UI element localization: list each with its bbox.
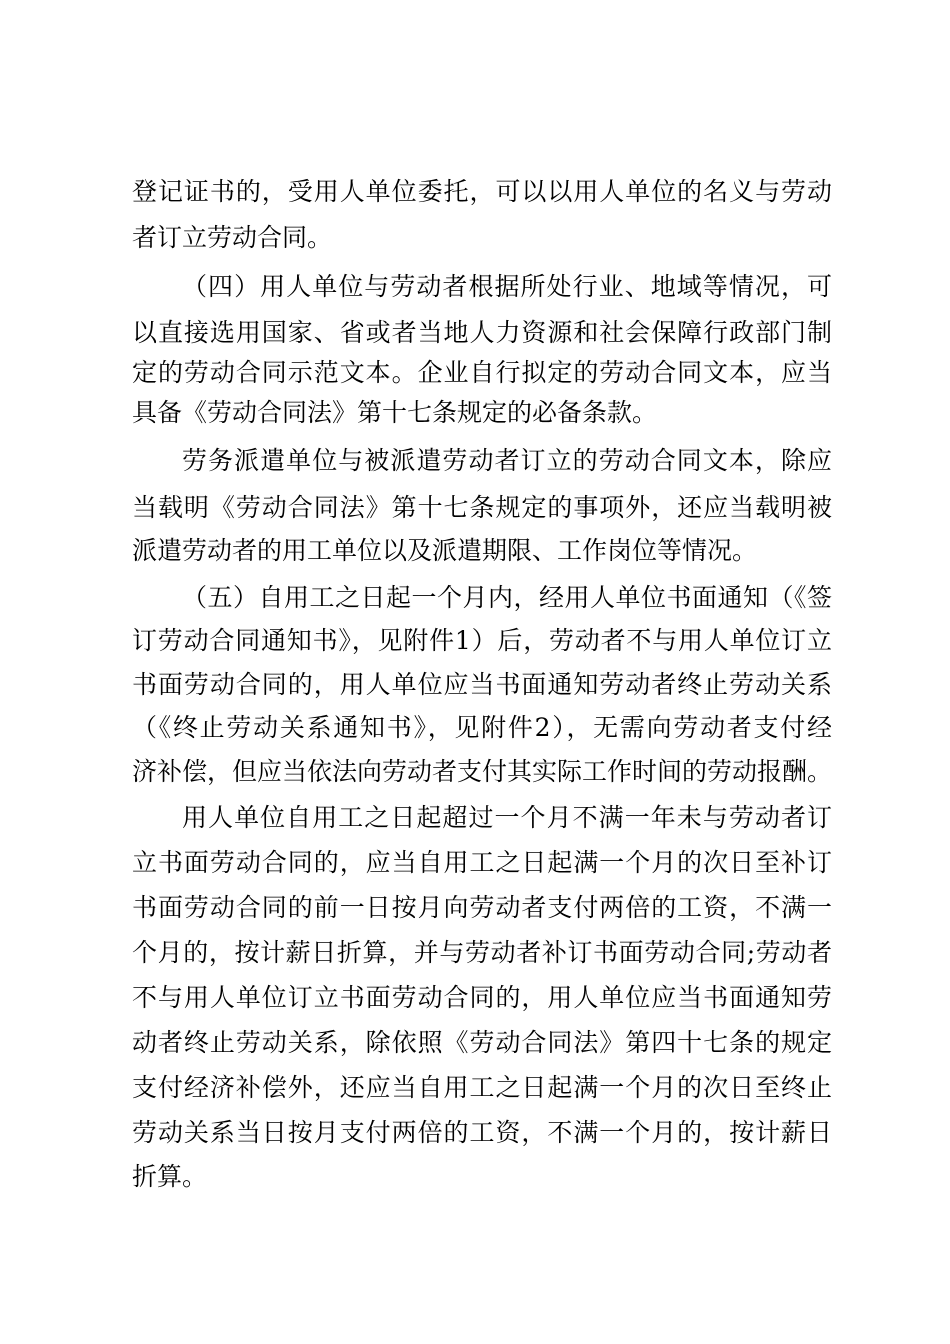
paragraph-line: （《终止劳动关系通知书》，见附件2），无需向劳动者支付经 bbox=[132, 713, 832, 742]
paragraph-line: 派遣劳动者的用工单位以及派遣期限、工作岗位等情况。 bbox=[132, 536, 758, 565]
paragraph-line: 不与用人单位订立书面劳动合同的，用人单位应当书面通知劳 bbox=[132, 983, 832, 1012]
paragraph-line: 支付经济补偿外，还应当自用工之日起满一个月的次日至终止 bbox=[132, 1073, 832, 1102]
paragraph-line: 立书面劳动合同的，应当自用工之日起满一个月的次日至补订 bbox=[132, 848, 832, 877]
paragraph-line: 具备《劳动合同法》第十七条规定的必备条款。 bbox=[132, 398, 658, 427]
paragraph-line: 动者终止劳动关系，除依照《劳动合同法》第四十七条的规定 bbox=[132, 1028, 832, 1057]
paragraph-line: 书面劳动合同的，用人单位应当书面通知劳动者终止劳动关系 bbox=[132, 670, 832, 699]
paragraph-line: 折算。 bbox=[132, 1162, 208, 1191]
paragraph-line: 用人单位自用工之日起超过一个月不满一年未与劳动者订 bbox=[182, 803, 832, 832]
paragraph-line: （四）用人单位与劳动者根据所处行业、地域等情况，可 bbox=[182, 272, 832, 301]
paragraph-line: 以直接选用国家、省或者当地人力资源和社会保障行政部门制 bbox=[132, 318, 832, 347]
paragraph-line: （五）自用工之日起一个月内，经用人单位书面通知（《签 bbox=[182, 583, 832, 612]
paragraph-line: 者订立劳动合同。 bbox=[132, 223, 333, 252]
paragraph-line: 定的劳动合同示范文本。企业自行拟定的劳动合同文本，应当 bbox=[132, 358, 832, 387]
paragraph-line: 登记证书的，受用人单位委托，可以以用人单位的名义与劳动 bbox=[132, 177, 832, 206]
paragraph-line: 劳动关系当日按月支付两倍的工资，不满一个月的，按计薪日 bbox=[132, 1118, 832, 1147]
paragraph-line: 个月的，按计薪日折算，并与劳动者补订书面劳动合同;劳动者 bbox=[132, 938, 832, 967]
paragraph-line: 当载明《劳动合同法》第十七条规定的事项外，还应当载明被 bbox=[132, 493, 832, 522]
paragraph-line: 济补偿，但应当依法向劳动者支付其实际工作时间的劳动报酬。 bbox=[132, 757, 833, 786]
paragraph-line: 劳务派遣单位与被派遣劳动者订立的劳动合同文本，除应 bbox=[182, 446, 832, 475]
paragraph-line: 书面劳动合同的前一日按月向劳动者支付两倍的工资，不满一 bbox=[132, 893, 832, 922]
paragraph-line: 订劳动合同通知书》，见附件1）后，劳动者不与用人单位订立 bbox=[132, 626, 832, 655]
